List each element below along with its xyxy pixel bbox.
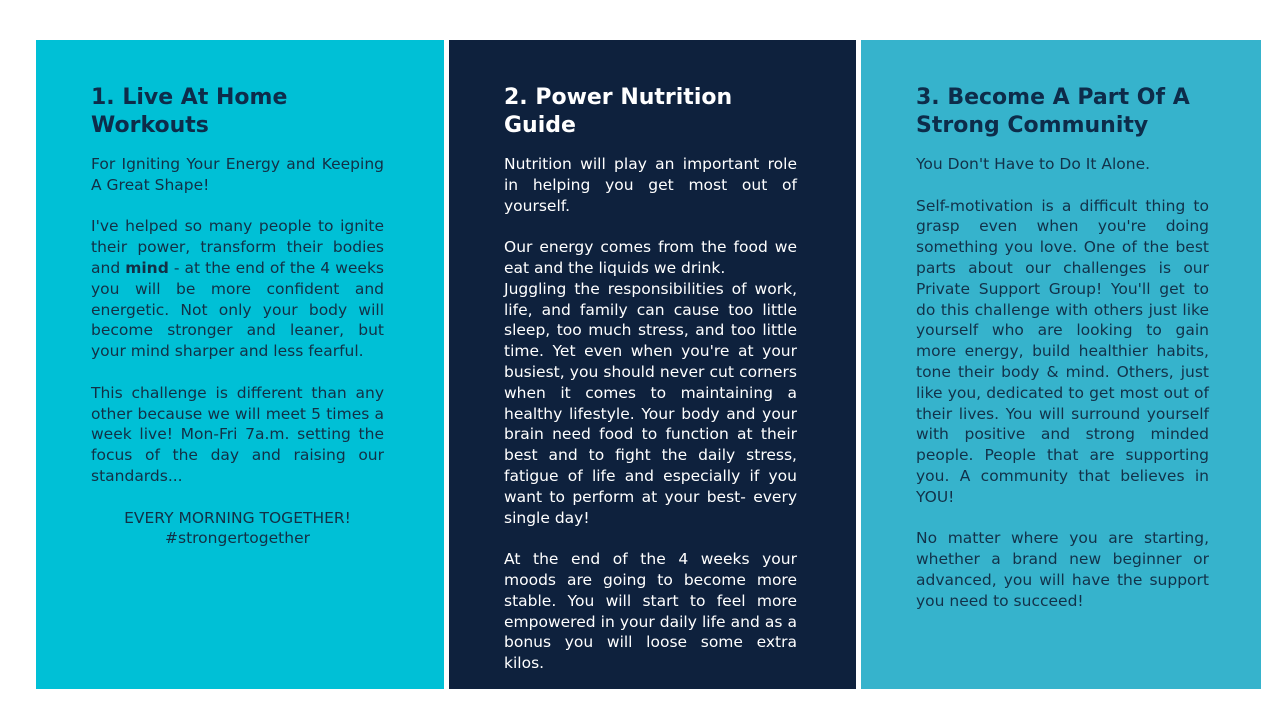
panel-nutrition-guide-content [504,84,797,695]
panel-live-workouts-paragraph-2: This challenge is different than any other because we will meet 5 times a week live! Mon-Fri 7a.m. setting the focus of the day and raising our standards... [91,383,384,485]
panel-nutrition-guide-paragraph-2: Our energy comes from the food we eat and the liquids we drink. [504,238,797,277]
panel-nutrition-guide [449,40,856,689]
paragraph-text: - at the end of the 4 weeks you will be more confident and energetic. Not only your body will become stronger and leaner, but your mind sharper and less fearful. [91,258,385,361]
panel-community-title: 3. Become A Part Of A Strong Community [916,85,1190,138]
panel-community-content [916,84,1209,632]
panel-nutrition-guide-paragraph-4: At the end of the 4 weeks your moods are going to become more stable. You will start to feel more empowered in your daily life and as a bonus you will loose some extra kilos. [504,550,797,673]
paragraph-text: I've helped so many people to ignite their power, transform their bodies and [91,217,384,277]
panel-nutrition-guide-paragraph-1: Nutrition will play an important role in helping you get most out of yourself. [504,155,797,215]
panel-community-subtitle: You Don't Have to Do It Alone. [916,155,1151,173]
panel-community-paragraph-1: Self-motivation is a difficult thing to grasp even when you're doing something you love. One of the best parts about our challenges is our Private Support Group! You'll get to do this challenge with others just like yourself who are looking to gain more energy, build healthier habits, tone their body & mind. Others, just like you, dedicated to get most out of their lives. You will surround yourself with positive and strong minded people. People that are supporting you. A community that believes in YOU! [916,196,1209,506]
tagline-every-morning: EVERY MORNING TOGETHER! [124,508,351,527]
panel-live-workouts-paragraph-1 [91,216,384,362]
panel-live-workouts-subtitle: For Igniting Your Energy and Keeping A Great Shape! [91,155,384,194]
panel-nutrition-guide-title: 2. Power Nutrition Guide [504,85,733,138]
panel-community [861,40,1261,689]
emphasis-mind: mind [125,258,169,277]
panel-live-workouts-content [91,84,384,549]
panel-community-paragraph-2: No matter where you are starting, whether a brand new beginner or advanced, you will have the support you need to succeed! [916,529,1209,610]
panel-live-workouts-title: 1. Live At Home Workouts [91,85,288,138]
panel-live-workouts [36,40,444,689]
panel-nutrition-guide-paragraph-3: Juggling the responsibilities of work, life, and family can cause too little sleep, too much stress, and too little time. Yet even when you're at your busiest, you should never cut corners when it comes to maintaining a healthy lifestyle. Your body and your brain need food to function at their best and to fight the daily stress, fatigue of life and especially if you want to perform at your best- every single day! [504,279,797,527]
hashtag: #strongertogether [165,529,310,548]
